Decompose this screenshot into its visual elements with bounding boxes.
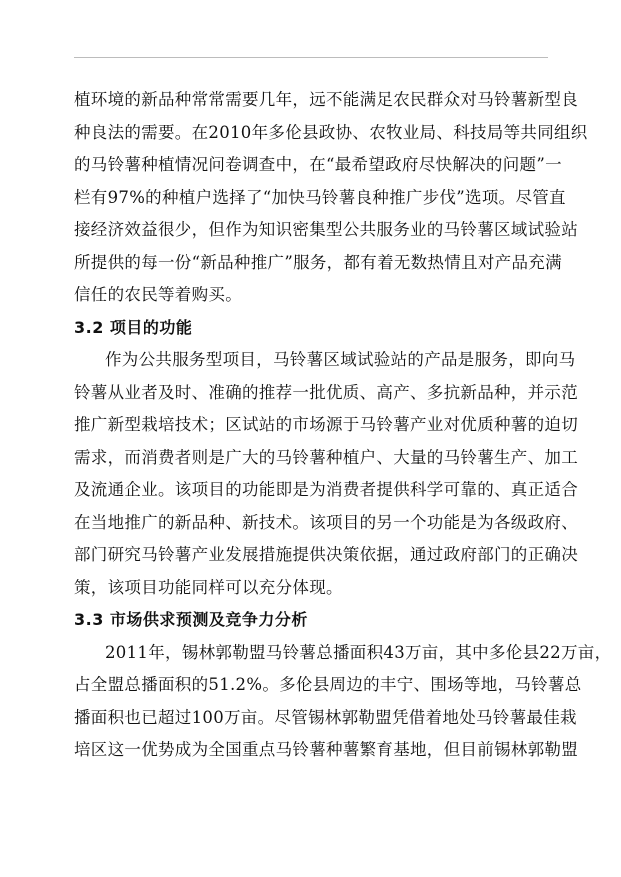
text-line: 在当地推广的新品种、新技术。该项目的另一个功能是为各级政府、: [74, 512, 578, 532]
text-line: 及流通企业。该项目的功能即是为消费者提供科学可靠的、真正适合: [74, 480, 578, 499]
text-line: 作为公共服务型项目，马铃薯区域试验站的产品是服务，即向马: [105, 350, 576, 369]
text-line: 所提供的每一份“新品种推广”服务，都有着无数热情且对产品充满: [74, 252, 562, 272]
text-line: 推广新型栽培技术；区试站的市场源于马铃薯产业对优质种薯的迫切: [74, 415, 578, 434]
text-line: 接经济效益很少，但作为知识密集型公共服务业的马铃薯区域试验站: [74, 220, 578, 239]
section-heading: 3.3 市场供求预测及竞争力分析: [74, 610, 308, 629]
text-line: 占全盟总播面积的51.2%。多伦县周边的丰宁、围场等地，马铃薯总: [74, 675, 582, 694]
text-line: 信任的农民等着购买。: [74, 285, 242, 304]
text-line: 播面积也已超过100万亩。尽管锡林郭勒盟凭借着地处马铃薯最佳栽: [74, 707, 577, 727]
paragraph: [74, 344, 578, 604]
text-line: 种良法的需要。在2010年多伦县政协、农牧业局、科技局等共同组织: [74, 122, 588, 142]
text-line: 需求，而消费者则是广大的马铃薯种植户、大量的马铃薯生产、加工: [74, 447, 578, 467]
text-line: 栏有97%的种植户选择了“加快马铃薯良种推广步伐”选项。尽管直: [74, 187, 566, 207]
text-line: 培区这一优势成为全国重点马铃薯种薯繁育基地，但目前锡林郭勒盟: [74, 740, 578, 759]
text-line: 植环境的新品种常常需要几年，远不能满足农民群众对马铃薯新型良: [74, 90, 578, 109]
header-rule: [74, 57, 548, 58]
section-heading: 3.2 项目的功能: [74, 317, 193, 337]
text-line: 的马铃薯种植情况问卷调查中，在“最希望政府尽快解决的问题”一: [74, 155, 562, 174]
text-line: 策，该项目功能同样可以充分体现。: [74, 577, 343, 597]
text-line: 铃薯从业者及时、准确的推荐一批优质、高产、多抗新品种，并示范: [74, 382, 578, 402]
paragraph: [74, 637, 612, 767]
document-body: [74, 84, 612, 767]
paragraph: [74, 84, 588, 312]
text-line: 部门研究马铃薯产业发展措施提供决策依据，通过政府部门的正确决: [74, 545, 578, 564]
text-line: 2011年，锡林郭勒盟马铃薯总播面积43万亩，其中多伦县22万亩，: [105, 642, 612, 662]
